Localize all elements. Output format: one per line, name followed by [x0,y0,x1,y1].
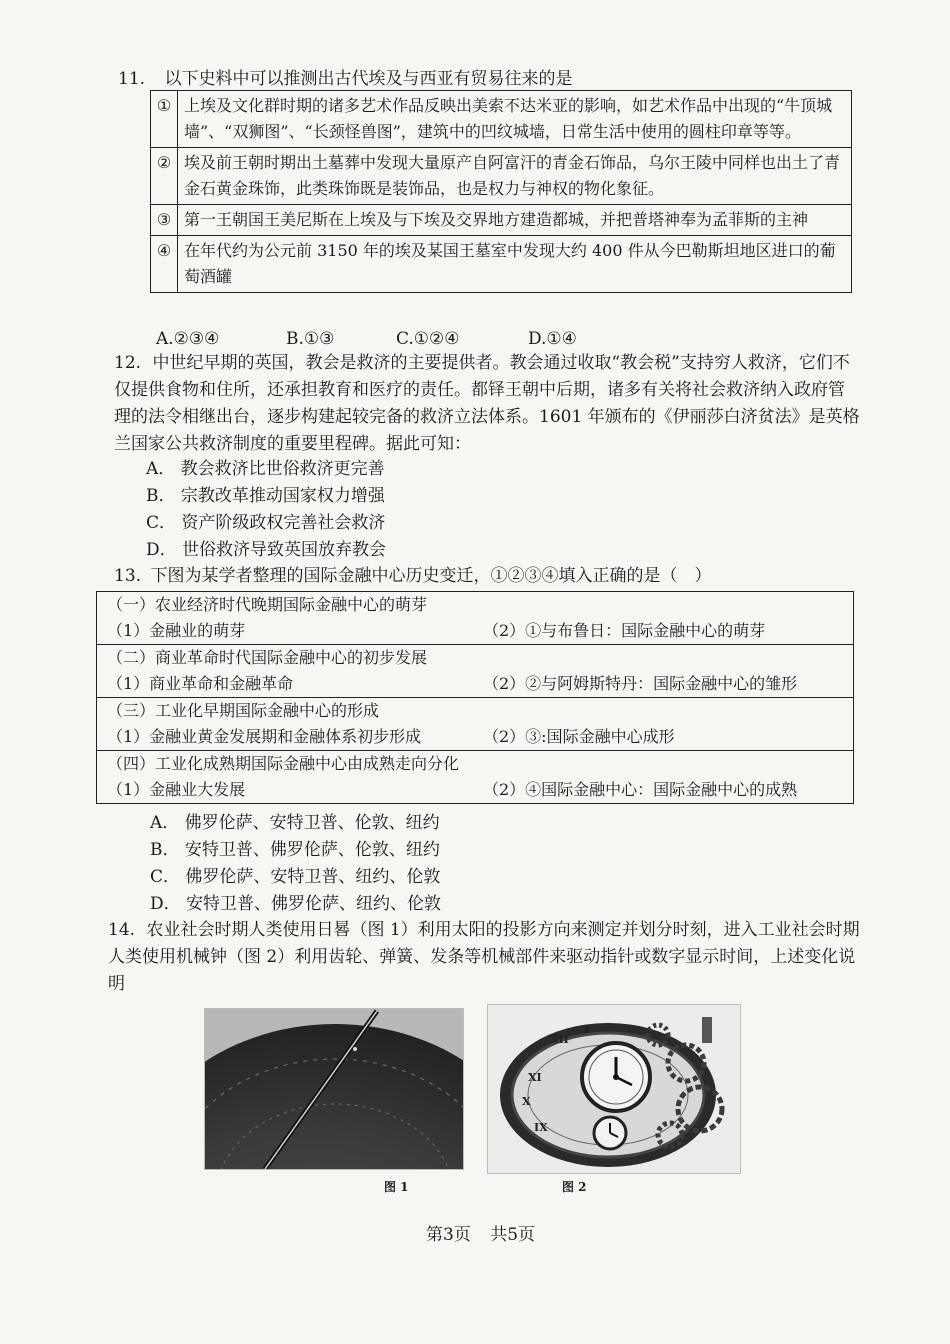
question-number: 13. [114,566,142,586]
section-body [107,724,843,750]
q11-source-table [150,90,852,293]
section-title-text: （三）工业化早期国际金融中心的形成 [107,701,380,720]
row-mark: ① [151,91,178,148]
row-mark: ③ [151,205,178,236]
svg-text:I: I [584,1023,590,1036]
question-stem: 以下史料中可以推测出古代埃及与西亚有贸易往来的是 [164,69,573,89]
row-text: 上埃及文化群时期的诸多艺术作品反映出美索不达米亚的影响，如艺术作品中出现的“牛顶城墙”、“双狮图”、“长颈怪兽图”，建筑中的凹纹城墙，日常生活中使用的圆柱印章等等。 [178,91,852,148]
row-text: 第一王朝国王美尼斯在上埃及与下埃及交界地方建造都城，并把普塔神奉为孟菲斯的主神 [178,205,852,236]
svg-text:XII: XII [550,1033,569,1046]
table-row [97,645,854,698]
section-left: （1）金融业黄金发展期和金融体系初步形成 [107,727,422,746]
q13-header [114,563,711,589]
table-row [97,592,854,645]
sundial-image [204,1008,464,1170]
row-text: 在年代约为公元前 3150 年的埃及某国王墓室中发现大约 400 件从今巴勒斯坦地区进口的葡萄酒罐 [178,236,852,293]
q11-header [118,66,572,92]
q13-option-c[interactable]: C． 佛罗伦萨、安特卫普、纽约、伦敦 [150,867,441,887]
row-mark: ④ [151,236,178,293]
sundial-icon [205,1009,463,1169]
question-stem: 农业社会时期人类使用日晷（图 1）利用太阳的投影方向来测定并划分时刻，进入工业社会时期人类使用机械钟（图 2）利用齿轮、弹簧、发条等机械部件来驱动指针或数字显示时间，上述变化说明 [108,920,860,994]
question-stem: 中世纪早期的英国，教会是救济的主要提供者。教会通过收取“教会税”支持穷人救济，它们不仅提供食物和住所，还承担教育和医疗的责任。都铎王朝中后期，诸多有关将社会救济纳入政府管理的法令相继出台，逐步构建起较完备的救济立法体系。1601 年颁布的《伊丽莎白济贫法》是英格兰国家公共救济制度的重要里程碑。据此可知： [114,353,860,454]
section-title [107,592,843,618]
section-title [107,751,843,777]
q12-stem-block [114,350,860,458]
q11-option-a[interactable]: A.②③④ [156,329,220,349]
figure-2-caption: 图 2 [562,1180,587,1194]
page-footer [426,1220,535,1245]
q12-option-a[interactable]: A． 教会救济比世俗救济更完善 [146,459,385,479]
section-title-text: （一）农业经济时代晚期国际金融中心的萌芽 [107,595,428,614]
q13-finance-table [96,591,854,804]
q12-option-d[interactable]: D． 世俗救济导致英国放弃教会 [146,540,387,560]
q12-option-b[interactable]: B． 宗教改革推动国家权力增强 [146,486,385,506]
q11-option-c[interactable]: C.①②④ [396,329,460,349]
table-row [151,205,852,236]
table-row [97,698,854,751]
q14-stem-block [108,917,860,998]
figure-1-caption: 图 1 [384,1180,409,1194]
question-number: 14. [108,920,136,940]
section-title [107,698,843,724]
page-total: 共5页 [490,1225,536,1245]
question-stem: 下图为某学者整理的国际金融中心历史变迁，①②③④填入正确的是（ ） [150,566,712,586]
question-number: 11. [118,69,146,89]
page-number: 第3页 [426,1225,471,1245]
table-row [97,751,854,804]
table-row [151,236,852,293]
section-right: （2）①与布鲁日：国际金融中心的萌芽 [483,621,766,640]
question-number: 12. [114,353,142,373]
table-row [151,91,852,148]
section-left: （1）商业革命和金融革命 [107,674,294,693]
section-title [107,645,843,671]
section-body [107,618,843,644]
q11-option-d[interactable]: D.①④ [528,329,577,349]
svg-text:XI: XI [528,1071,542,1084]
section-title-text: （二）商业革命时代国际金融中心的初步发展 [107,648,428,667]
table-row [151,148,852,205]
q13-option-b[interactable]: B． 安特卫普、佛罗伦萨、伦敦、纽约 [150,840,440,860]
q12-option-c[interactable]: C． 资产阶级政权完善社会救济 [146,513,386,533]
section-right: （2）③:国际金融中心成形 [483,727,675,746]
svg-text:X: X [522,1095,531,1108]
section-right: （2）②与阿姆斯特丹：国际金融中心的雏形 [483,674,798,693]
clock-gears-icon [488,1005,740,1173]
svg-text:IX: IX [534,1121,548,1134]
section-body [107,671,843,697]
section-left: （1）金融业的萌芽 [107,621,246,640]
section-title-text: （四）工业化成熟期国际金融中心由成熟走向分化 [107,754,460,773]
section-body [107,777,843,803]
mechanical-clock-image [487,1004,741,1174]
q13-option-d[interactable]: D． 安特卫普、佛罗伦萨、纽约、伦敦 [150,894,442,914]
row-text: 埃及前王朝时期出土墓葬中发现大量原产自阿富汗的青金石饰品，乌尔王陵中同样也出土了青金石黄金珠饰，此类珠饰既是装饰品，也是权力与神权的物化象征。 [178,148,852,205]
row-mark: ② [151,148,178,205]
q13-option-a[interactable]: A． 佛罗伦萨、安特卫普、伦敦、纽约 [150,813,440,833]
section-left: （1）金融业大发展 [107,780,246,799]
section-right: （2）④国际金融中心：国际金融中心的成熟 [483,780,798,799]
q11-option-b[interactable]: B.①③ [286,329,335,349]
